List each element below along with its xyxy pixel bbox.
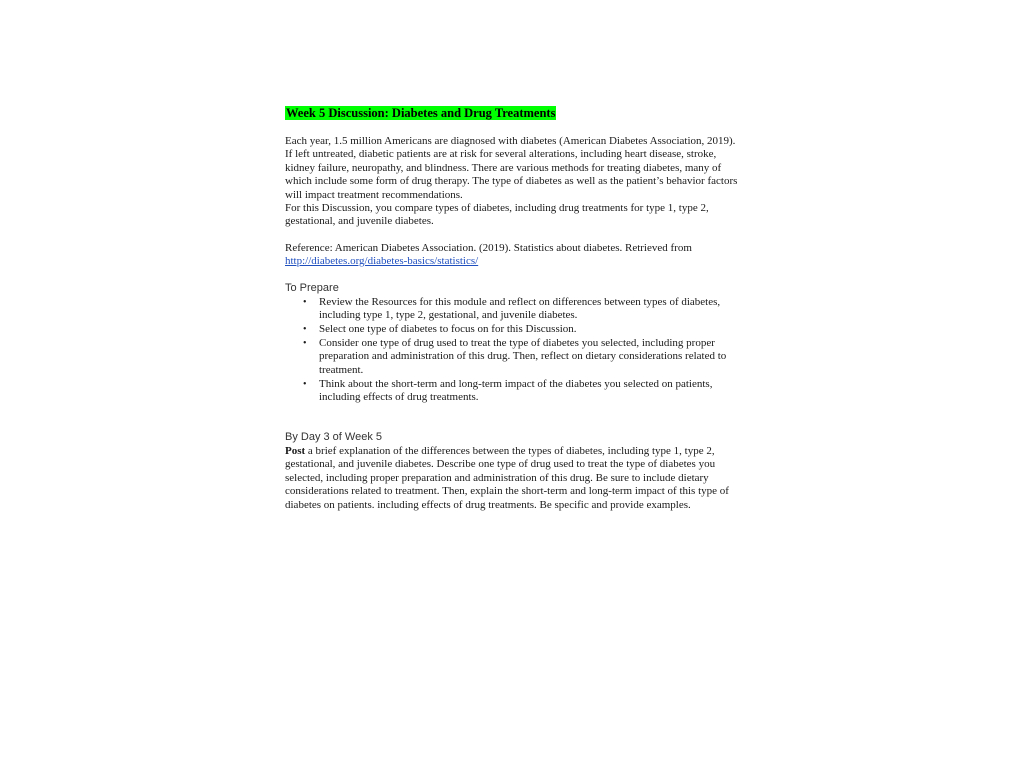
list-item-text: Consider one type of drug used to treat the type of diabetes you selected, including proper preparation and administration of this drug. Then, reflect on dietary considerations related to treatment. <box>319 336 727 376</box>
list-item-text: Review the Resources for this module and reflect on differences between types of diabetes, including type 1, type 2, gestational, and juvenile diabetes. <box>319 295 721 322</box>
bullet-icon: • <box>303 378 307 390</box>
spacer <box>285 229 745 242</box>
by-day-heading: By Day 3 of Week 5 <box>285 430 383 443</box>
list-item <box>303 336 745 377</box>
title-wrap <box>285 105 745 122</box>
document-body <box>285 105 745 512</box>
bullet-icon: • <box>303 323 307 335</box>
list-item <box>303 377 745 405</box>
list-item <box>303 295 745 323</box>
discussion-paragraph: For this Discussion, you compare types of diabetes, including drug treatments for type 1, type 2, gestational, and juvenile diabetes. <box>285 202 709 228</box>
spacer <box>285 405 745 431</box>
bullet-icon: • <box>303 337 307 349</box>
post-label: Post <box>285 444 306 457</box>
to-prepare-heading: To Prepare <box>285 281 339 294</box>
list-item <box>303 322 745 336</box>
list-item-text: Select one type of diabetes to focus on for this Discussion. <box>319 322 577 335</box>
to-prepare-list <box>285 296 745 405</box>
reference-text: Reference: American Diabetes Association. (2019). Statistics about diabetes. Retrieved from <box>285 241 692 254</box>
post-paragraph <box>285 445 745 512</box>
reference-link[interactable]: http://diabetes.org/diabetes-basics/statistics/ <box>285 255 479 268</box>
post-text: a brief explanation of the differences between the types of diabetes, including type 1, type 2, gestational, and juvenile diabetes. Describe one type of drug used to treat the type of diabetes you selected, including proper preparation and administration of this drug. Be sure to include dietary considerations related to treatment. Then, explain the short-term and long-term impact of this type of diabetes on patients. including effects of drug treatments. Be specific and provide examples. <box>285 444 729 511</box>
document-title: Week 5 Discussion: Diabetes and Drug Treatments <box>286 106 556 120</box>
bullet-icon: • <box>303 296 307 308</box>
list-item-text: Think about the short-term and long-term impact of the diabetes you selected on patients, including effects of drug treatments. <box>319 377 713 403</box>
reference-paragraph <box>285 242 745 269</box>
intro-paragraph: Each year, 1.5 million Americans are diagnosed with diabetes (American Diabetes Association, 2019). If left untreated, diabetic patients are at risk for several alterations, including heart disease, stroke, kidney failure, neuropathy, and blindness. There are various methods for treating diabetes, many of which include some form of drug therapy. The type of diabetes as well as the patient’s behavior factors will impact treatment recommendations. <box>285 135 738 201</box>
spacer <box>285 269 745 282</box>
